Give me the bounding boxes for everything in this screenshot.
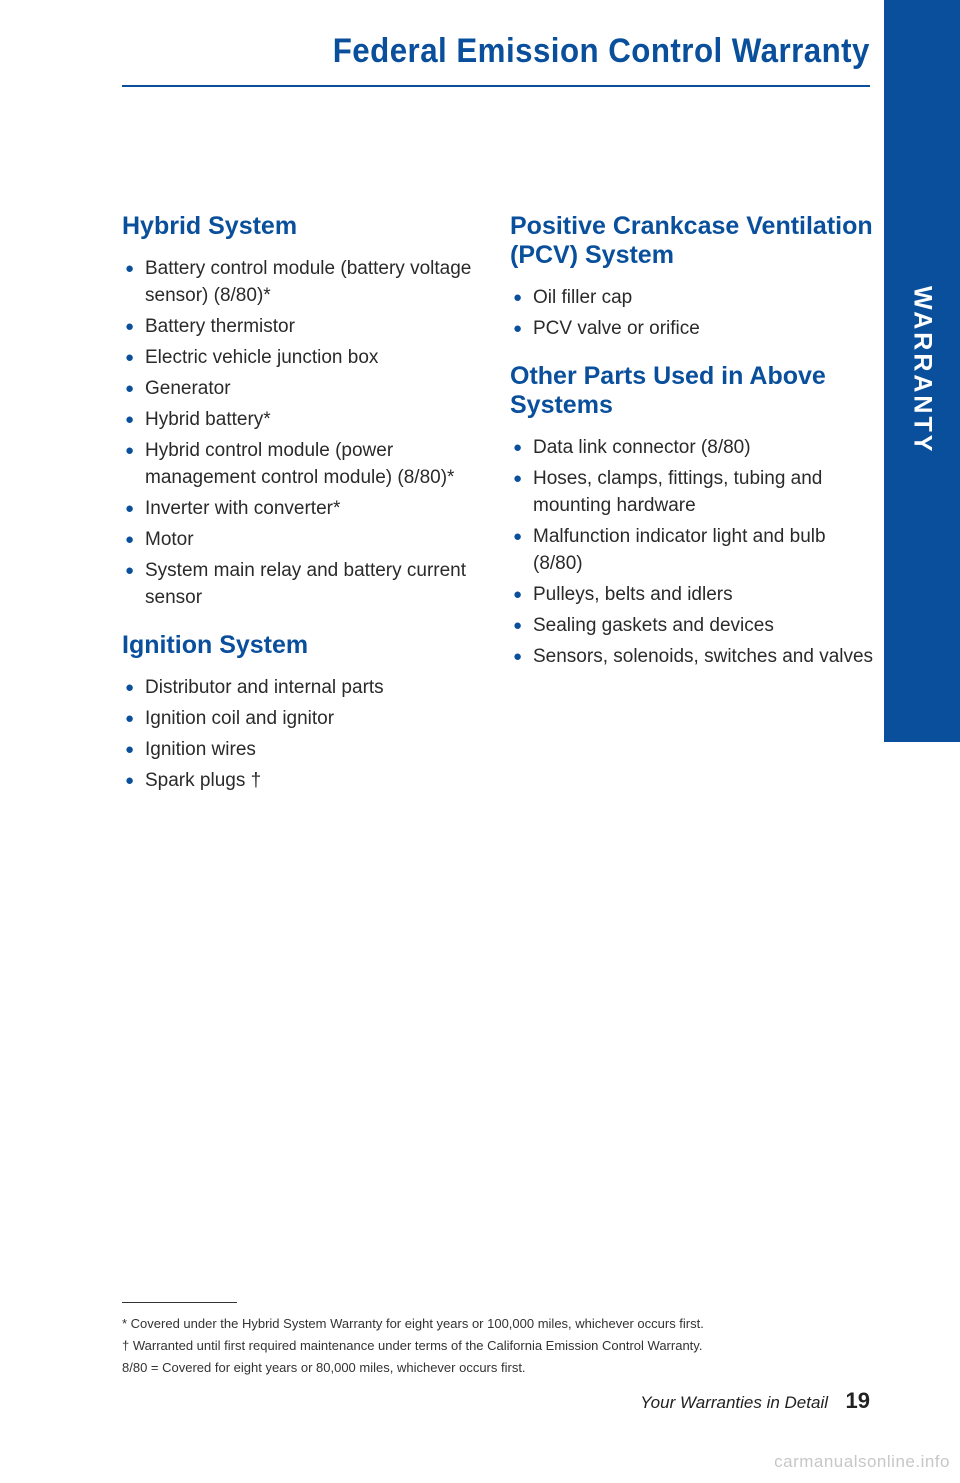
- watermark: carmanualsonline.info: [774, 1452, 950, 1471]
- bullet-icon: ●: [125, 772, 135, 789]
- list-item-text: Electric vehicle junction box: [145, 347, 379, 368]
- list-item: [510, 465, 876, 519]
- bullet-icon: ●: [125, 562, 135, 579]
- footnotes: [122, 1313, 862, 1379]
- side-tab-label: WARRANTY: [908, 285, 937, 455]
- footnote-asterisk: * Covered under the Hybrid System Warranty for eight years or 100,000 miles, whichever occurs first.: [122, 1316, 704, 1331]
- list-item-text: Ignition coil and ignitor: [145, 708, 335, 729]
- bullet-icon: ●: [125, 679, 135, 696]
- list-item: [122, 437, 488, 491]
- list-item-text: Hoses, clamps, fittings, tubing and mounting hardware: [533, 468, 823, 516]
- bullet-icon: ●: [125, 442, 135, 459]
- list-item: [510, 581, 876, 608]
- list-item-text: Oil filler cap: [533, 287, 633, 308]
- list-item-text: Inverter with converter*: [145, 498, 341, 519]
- ignition-system-list: [122, 674, 488, 794]
- section-heading-hybrid: Hybrid System: [122, 212, 298, 240]
- footnote-dagger: † Warranted until first required maintenance under terms of the California Emission Control Warranty.: [122, 1338, 703, 1353]
- bullet-icon: ●: [513, 648, 523, 665]
- list-item-text: Pulleys, belts and idlers: [533, 584, 733, 605]
- list-item: [510, 612, 876, 639]
- bullet-icon: ●: [125, 741, 135, 758]
- list-item: [122, 344, 488, 371]
- list-item: [122, 557, 488, 611]
- list-item: [122, 674, 488, 701]
- other-parts-list: [510, 434, 876, 670]
- list-item: [122, 375, 488, 402]
- footnote-divider: [122, 1302, 237, 1303]
- page-title: Federal Emission Control Warranty: [332, 32, 870, 70]
- list-item-text: Ignition wires: [145, 739, 256, 760]
- left-column: [122, 212, 488, 814]
- other-parts-section: [510, 362, 876, 670]
- list-item-text: Sensors, solenoids, switches and valves: [533, 646, 874, 667]
- list-item-text: System main relay and battery current sensor: [145, 560, 467, 608]
- section-heading-other-parts: Other Parts Used in Above Systems: [510, 362, 826, 419]
- bullet-icon: ●: [513, 289, 523, 306]
- list-item-text: Malfunction indicator light and bulb (8/80): [533, 526, 826, 574]
- list-item: [510, 434, 876, 461]
- list-item: [122, 313, 488, 340]
- bullet-icon: ●: [125, 710, 135, 727]
- bullet-icon: ●: [513, 586, 523, 603]
- list-item-text: Spark plugs †: [145, 770, 262, 791]
- list-item-text: Battery thermistor: [145, 316, 295, 337]
- title-divider: [122, 85, 870, 87]
- list-item: [122, 736, 488, 763]
- list-item-text: Distributor and internal parts: [145, 677, 384, 698]
- list-item: [122, 767, 488, 794]
- bullet-icon: ●: [125, 531, 135, 548]
- page-number: 19: [845, 1388, 870, 1413]
- bullet-icon: ●: [513, 528, 523, 545]
- section-heading-pcv: Positive Crankcase Ventilation (PCV) System: [510, 212, 873, 269]
- bullet-icon: ●: [125, 380, 135, 397]
- bullet-icon: ●: [125, 411, 135, 428]
- bullet-icon: ●: [125, 500, 135, 517]
- bullet-icon: ●: [513, 470, 523, 487]
- list-item-text: PCV valve or orifice: [533, 318, 700, 339]
- bullet-icon: ●: [513, 439, 523, 456]
- bullet-icon: ●: [125, 260, 135, 277]
- bullet-icon: ●: [125, 349, 135, 366]
- section-heading-ignition: Ignition System: [122, 631, 309, 659]
- pcv-system-section: [510, 212, 876, 342]
- list-item-text: Sealing gaskets and devices: [533, 615, 774, 636]
- list-item-text: Data link connector (8/80): [533, 437, 751, 458]
- footnote-8-80: 8/80 = Covered for eight years or 80,000 miles, whichever occurs first.: [122, 1360, 526, 1375]
- list-item: [510, 315, 876, 342]
- list-item: [122, 526, 488, 553]
- list-item-text: Motor: [145, 529, 194, 550]
- bullet-icon: ●: [125, 318, 135, 335]
- list-item: [122, 705, 488, 732]
- ignition-system-section: [122, 631, 488, 794]
- list-item-text: Generator: [145, 378, 231, 399]
- list-item-text: Hybrid battery*: [145, 409, 271, 430]
- bullet-icon: ●: [513, 320, 523, 337]
- hybrid-system-list: [122, 255, 488, 611]
- list-item: [510, 523, 876, 577]
- list-item: [510, 643, 876, 670]
- list-item: [122, 255, 488, 309]
- pcv-system-list: [510, 284, 876, 342]
- right-column: [510, 212, 876, 690]
- hybrid-system-section: [122, 212, 488, 611]
- list-item: [510, 284, 876, 311]
- list-item-text: Battery control module (battery voltage sensor) (8/80)*: [145, 258, 472, 306]
- list-item-text: Hybrid control module (power management control module) (8/80)*: [145, 440, 455, 488]
- list-item: [122, 406, 488, 433]
- list-item: [122, 495, 488, 522]
- footer-label: Your Warranties in Detail: [640, 1393, 828, 1412]
- bullet-icon: ●: [513, 617, 523, 634]
